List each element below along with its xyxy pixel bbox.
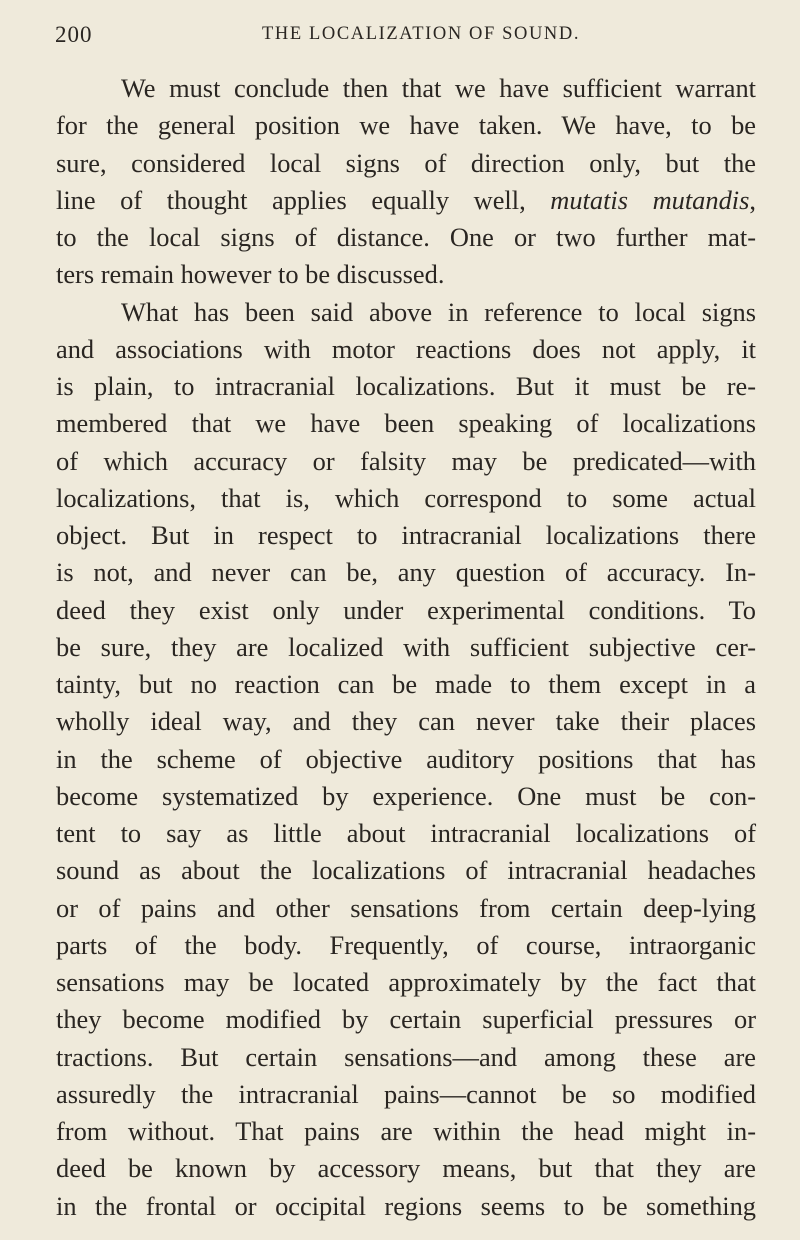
text-line: they become modified by certain superficial pressures or: [56, 1004, 756, 1035]
text-line: localizations, that is, which correspond to some actual: [56, 482, 756, 513]
text-line: of which accuracy or falsity may be predicated—with: [56, 445, 756, 476]
text-line: is plain, to intracranial localizations. But it must be re-: [56, 371, 756, 401]
text-line: tractions. But certain sensations—and among these are: [56, 1041, 756, 1072]
running-head: [55, 22, 742, 52]
text-line: in the frontal or occipital regions seems to be something: [56, 1190, 756, 1221]
text-line: or of pains and other sensations from certain deep-lying: [56, 892, 756, 923]
text-line: to the local signs of distance. One or two further mat-: [56, 222, 756, 252]
text-line: sure, considered local signs of direction only, but the: [56, 147, 756, 178]
text-line: We must conclude then that we have sufficient warrant: [121, 73, 756, 103]
text-line: become systematized by experience. One must be con-: [56, 780, 756, 811]
running-title: THE LOCALIZATION OF SOUND.: [262, 24, 581, 44]
text-line: for the general position we have taken. We have, to be: [56, 110, 756, 141]
text-line: from without. That pains are within the head might in-: [56, 1116, 756, 1146]
text-line: sound as about the localizations of intracranial headaches: [56, 855, 756, 886]
text-line: What has been said above in reference to local signs: [121, 296, 756, 327]
body-text: [56, 70, 756, 1225]
text-line: ters remain however to be discussed.: [56, 259, 445, 290]
text-line: be sure, they are localized with sufficient subjective cer-: [56, 631, 756, 662]
text-line: object. But in respect to intracranial localizations there: [56, 520, 756, 550]
text-line-with-italic: [56, 182, 756, 219]
page-number: 200: [55, 22, 93, 47]
text-line: wholly ideal way, and they can never take their places: [56, 706, 756, 737]
text-segment: line of thought applies equally well,: [56, 184, 526, 215]
text-line: deed they exist only under experimental conditions. To: [56, 594, 756, 625]
text-line: assuredly the intracranial pains—cannot be so modified: [56, 1078, 756, 1109]
text-line: and associations with motor reactions does not apply, it: [56, 333, 756, 364]
text-line: parts of the body. Frequently, of course, intraorganic: [56, 929, 756, 960]
text-line: membered that we have been speaking of localizations: [56, 408, 756, 439]
text-line: is not, and never can be, any question of accuracy. In-: [56, 557, 756, 588]
text-line: deed be known by accessory means, but that they are: [56, 1153, 756, 1184]
text-line: in the scheme of objective auditory positions that has: [56, 743, 756, 774]
text-line: tainty, but no reaction can be made to them except in a: [56, 669, 756, 699]
italic-trailing-punct: ,: [749, 184, 756, 215]
text-line: sensations may be located approximately by the fact that: [56, 967, 756, 997]
italic-phrase: mutatis mutandis: [550, 184, 750, 215]
text-line: tent to say as little about intracranial localizations of: [56, 818, 756, 848]
